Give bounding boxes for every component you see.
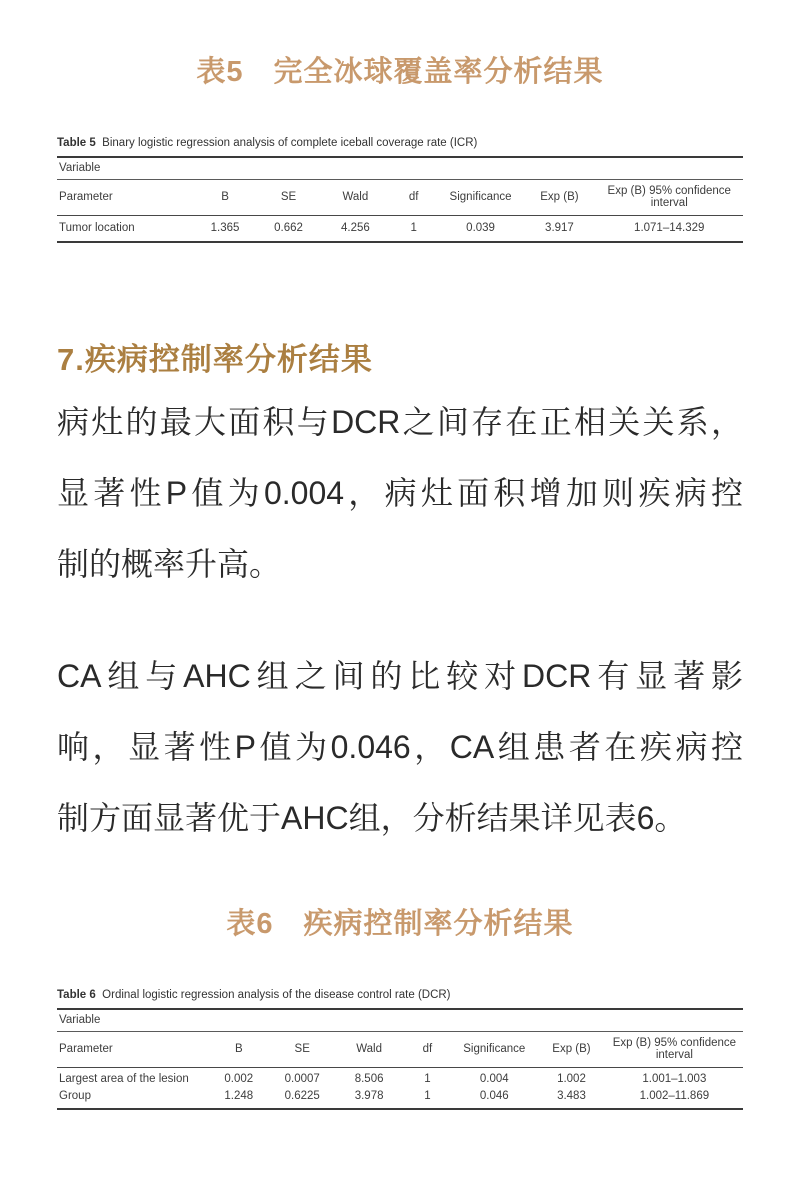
table-cell: 0.039 — [466, 222, 495, 234]
paragraph-2-line-3: 制方面显著优于AHC组，分析结果详见表6。 — [57, 800, 687, 836]
table6-variable-header: Variable — [57, 1009, 743, 1032]
table-row — [57, 216, 743, 243]
column-header: Exp (B) — [523, 180, 595, 216]
table5-variable-header: Variable — [57, 157, 743, 180]
table6-variable-row — [57, 1009, 743, 1032]
column-header: df — [390, 180, 438, 216]
column-header: Significance — [451, 1032, 537, 1068]
table-cell: Group — [59, 1090, 91, 1102]
column-header: Parameter — [57, 180, 194, 216]
table-cell: 1 — [424, 1090, 431, 1102]
table-cell: 0.002 — [224, 1073, 254, 1085]
column-header: Significance — [438, 180, 524, 216]
table-cell: 1.002 — [557, 1073, 586, 1085]
column-header: df — [403, 1032, 451, 1068]
column-header: Parameter — [57, 1032, 208, 1068]
paragraph-1-line-3: 制的概率升高。 — [57, 546, 282, 582]
table-cell: Tumor location — [59, 222, 135, 234]
table6-header-row — [57, 1032, 743, 1068]
table6-caption-text: Ordinal logistic regression analysis of the disease control rate (DCR) — [102, 989, 451, 1001]
table5-header-row — [57, 180, 743, 216]
table-cell-significance: 0.004 — [479, 1073, 509, 1085]
table6-caption — [57, 988, 743, 1002]
table-row — [57, 1068, 743, 1088]
table5-caption-text: Binary logistic regression analysis of complete iceball coverage rate (ICR) — [102, 137, 478, 149]
section-7-heading: 7.疾病控制率分析结果 — [57, 342, 373, 377]
table-cell: 0.662 — [274, 222, 303, 234]
table5-caption-label: Table 5 — [57, 137, 96, 149]
table-cell: 1.071–14.329 — [634, 222, 705, 234]
table-cell: 1 — [410, 222, 417, 234]
table-cell: 1.365 — [210, 222, 240, 234]
table-cell: 3.978 — [354, 1090, 384, 1102]
table6-chinese-title: 表6 疾病控制率分析结果 — [226, 908, 574, 940]
paragraph-1 — [57, 387, 743, 600]
table5-head — [57, 157, 743, 216]
table-cell: 0.6225 — [284, 1090, 320, 1102]
paragraph-1-line-1: 病灶的最大面积与DCR之间存在正相关关系， — [57, 404, 743, 440]
paragraph-2 — [57, 641, 743, 854]
table-cell: 3.483 — [557, 1090, 586, 1102]
column-header: B — [208, 1032, 270, 1068]
table5-figure — [57, 136, 743, 243]
table6 — [57, 1008, 743, 1110]
column-header: SE — [270, 1032, 335, 1068]
paragraph-2-line-2: 响，显著性P值为0.046，CA组患者在疾病控 — [57, 729, 743, 765]
table-cell: 1.002–11.869 — [639, 1090, 710, 1102]
table-cell: 0.0007 — [284, 1073, 320, 1085]
table-cell: 4.256 — [340, 222, 370, 234]
column-header: SE — [256, 180, 321, 216]
table6-body — [57, 1068, 743, 1110]
table-cell: 1.001–1.003 — [642, 1073, 707, 1085]
table5-caption — [57, 136, 743, 150]
table-cell: Largest area of the lesion — [59, 1073, 189, 1085]
column-header: Wald — [335, 1032, 404, 1068]
column-header: Exp (B) 95% confidence interval — [595, 180, 743, 216]
table-cell-significance: 0.046 — [479, 1090, 509, 1102]
table5-chinese-title: 表5 完全冰球覆盖率分析结果 — [196, 56, 604, 88]
table6-head — [57, 1009, 743, 1068]
table6-caption-label: Table 6 — [57, 989, 96, 1001]
paragraph-1-line-2: 显著性P值为0.004，病灶面积增加则疾病控 — [57, 475, 743, 511]
table-cell: 1.248 — [224, 1090, 254, 1102]
table6-figure — [57, 988, 743, 1110]
paragraph-2-line-1: CA组与AHC组之间的比较对DCR有显著影 — [57, 658, 743, 694]
table-cell: 3.917 — [545, 222, 574, 234]
column-header: Exp (B) 95% confidence interval — [606, 1032, 743, 1068]
table5-variable-row — [57, 157, 743, 180]
table-row — [57, 1088, 743, 1110]
table-cell: 1 — [424, 1073, 431, 1085]
table-cell: 8.506 — [354, 1073, 384, 1085]
column-header: Wald — [321, 180, 390, 216]
column-header: Exp (B) — [537, 1032, 606, 1068]
column-header: B — [194, 180, 256, 216]
table5 — [57, 156, 743, 243]
table5-body — [57, 216, 743, 243]
